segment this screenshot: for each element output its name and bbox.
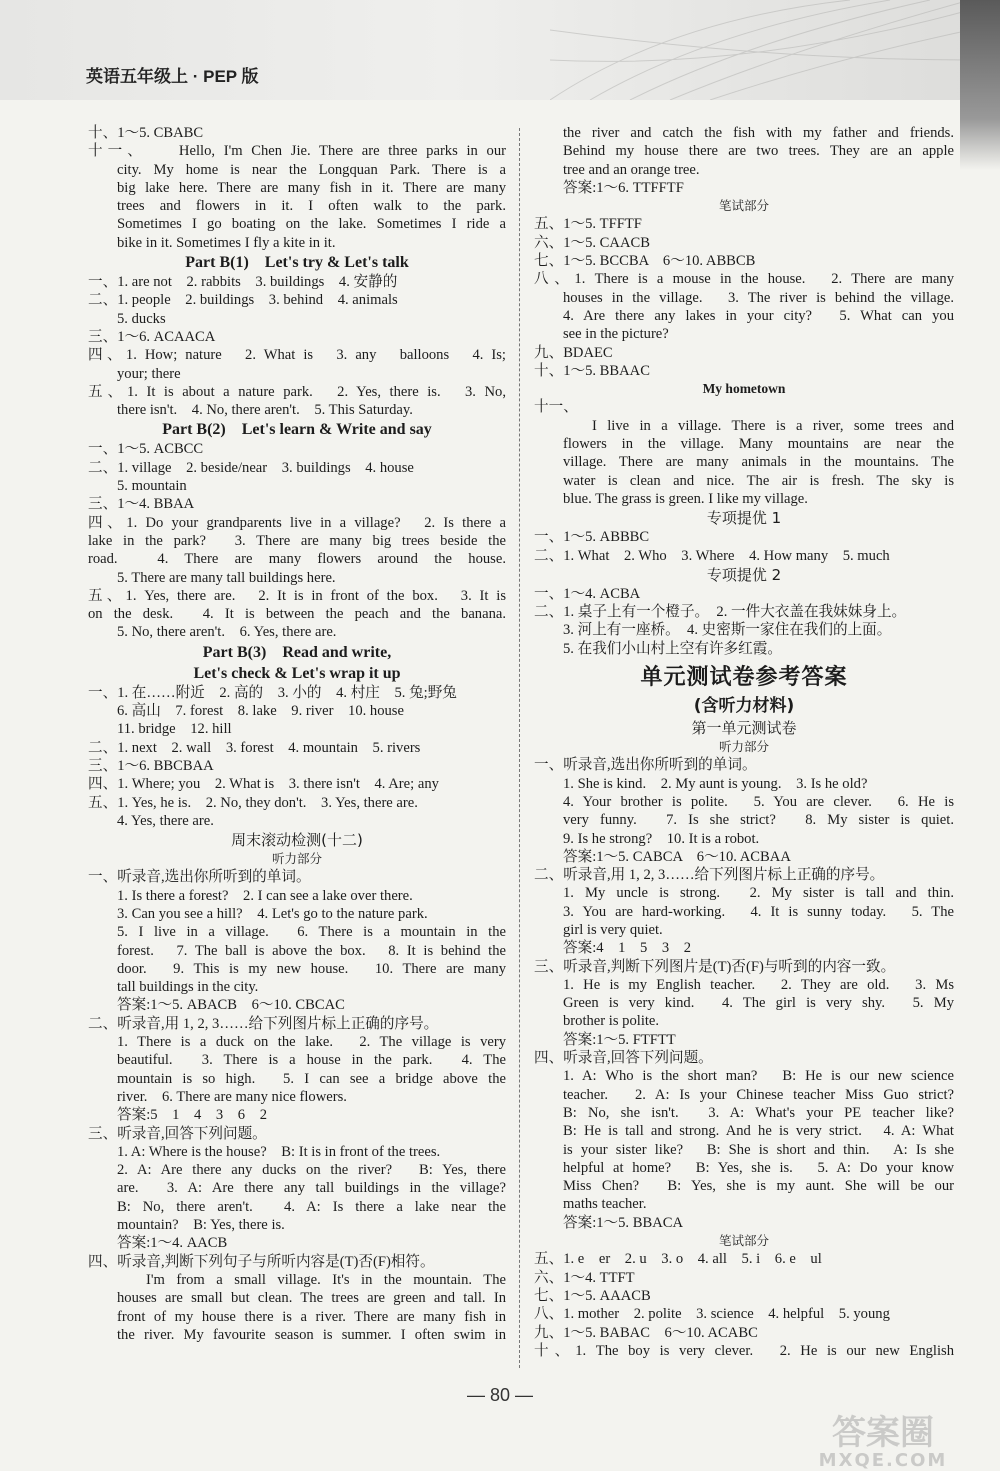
answer-line: 答案:1～5. ABACB 6～10. CBCAC	[117, 997, 345, 1014]
answer-line: B: He is tall and strong. And he is very strict. 4. A: What	[563, 1123, 954, 1140]
answer-line: there isn't. 4. No, there aren't. 5. This Saturday.	[117, 402, 413, 419]
section-heading: Part B(3) Read and write,	[202, 643, 392, 661]
answer-line: 一、听录音,选出你所听到的单词。	[88, 869, 311, 886]
section-heading: Part B(2) Let's learn & Write and say	[162, 421, 432, 439]
section-heading: (含听力材料)	[693, 696, 795, 717]
answer-line: mountain? B: Yes, there is.	[117, 1217, 285, 1234]
answer-line: 八、1. There is a mouse in the house. 2. There are many	[534, 271, 954, 288]
answer-line: big lake here. There are many fish in it. There are many	[117, 179, 506, 196]
answer-line: 一、1. are not 2. rabbits 3. buildings 4. 安静的	[88, 274, 398, 291]
answer-line: 4. Yes, there are.	[117, 812, 214, 829]
answer-line: 七、1～5. AAACB	[534, 1287, 651, 1304]
answer-line: 二、1. What 2. Who 3. Where 4. How many 5. much	[534, 547, 890, 564]
answer-line: 答案:1～6. TTFFTF	[563, 179, 684, 196]
answer-line: front of my house there is a river. There are many fish in	[117, 1308, 506, 1325]
answer-line: lake in the park? 3. There are many big trees beside the	[88, 532, 506, 549]
answer-line: water is clean and nice. The air is fresh. The sky is	[563, 472, 954, 489]
answer-line: 十一、 Hello, I'm Chen Jie. There are three parks in our	[88, 143, 506, 160]
answer-line: 5. 在我们小山村上空有许多红霞。	[563, 640, 782, 657]
section-heading: 专项提优 2	[706, 565, 782, 584]
answer-line: 三、1～6. BBCBAA	[88, 757, 214, 774]
answer-line: are. 3. A: Are there any tall buildings in the village?	[117, 1180, 506, 1197]
answer-line: 一、1～4. ACBA	[534, 585, 641, 602]
answer-line: 九、BDAEC	[534, 344, 613, 361]
answer-line: 四、1. How; nature 2. What is 3. any balloons 4. Is;	[88, 347, 506, 364]
answer-line: 答案:1～5. CABCA 6～10. ACBAA	[563, 848, 791, 865]
answer-line: 十、1～5. CBABC	[88, 125, 204, 141]
header-pattern-icon	[550, 0, 970, 100]
answer-line: helpful at home? B: Yes, she is. 5. A: Do your know	[563, 1159, 954, 1176]
answer-line: 9. Is he strong? 10. It is a robot.	[563, 830, 760, 847]
answer-line: 五、1. Yes, there are. 2. It is in front of the box. 3. It is	[88, 587, 506, 604]
watermark-title: 答案圈	[832, 1413, 934, 1453]
answer-line: river. 6. There are many nice flowers.	[117, 1088, 347, 1105]
answer-line: 六、1～4. TTFT	[534, 1269, 635, 1286]
answer-line: 答案:1～5. FTFTT	[563, 1031, 676, 1048]
answer-line: 答案:1～4. AACB	[117, 1235, 228, 1252]
answer-line: I live in a village. There is a river, some trees and	[592, 417, 954, 434]
answer-line: door. 9. This is my new house. 10. There are many	[117, 960, 506, 977]
section-heading: 听力部分	[718, 739, 769, 755]
section-heading: 第一单元测试卷	[691, 719, 797, 738]
answer-line: brother is polite.	[563, 1013, 660, 1030]
answer-line: 五、1～5. TFFTF	[534, 216, 642, 233]
answer-line: I'm from a small village. It's in the mountain. The	[146, 1271, 506, 1288]
answer-line: 五、1. It is about a nature park. 2. Yes, there is. 3. No,	[88, 383, 506, 400]
answer-line: houses in the village. 3. The river is behind the village.	[563, 289, 954, 306]
answer-line: girl is very quiet.	[563, 921, 663, 938]
answer-line: 五、1. Yes, he is. 2. No, they don't. 3. Yes, there are.	[88, 794, 418, 811]
answer-line: 6. 高山 7. forest 8. lake 9. river 10. house	[117, 703, 404, 720]
answer-line: 三、听录音,判断下列图片是(T)否(F)与听到的内容一致。	[534, 958, 896, 975]
answer-line: 六、1～5. CAACB	[534, 234, 650, 251]
answer-line: 五、1. e er 2. u 3. o 4. all 5. i 6. e ul	[534, 1251, 822, 1268]
answer-line: 八、1. mother 2. polite 3. science 4. helpful 5. young	[534, 1306, 890, 1323]
answer-line: mountain is so high. 5. I can see a bridge above the	[117, 1070, 506, 1087]
answer-line: very funny. 7. Is she strict? 8. My sister is quiet.	[563, 812, 954, 829]
section-heading: 笔试部分	[718, 198, 769, 214]
section-heading: Part B(1) Let's try & Let's talk	[185, 254, 409, 272]
answer-line: the river and catch the fish with my father and friends.	[563, 125, 954, 141]
answer-line: 1. He is my English teacher. 2. They are old. 3. Ms	[563, 976, 954, 993]
answer-line: village. There are many animals in the mountains. The	[563, 454, 954, 471]
answer-line: 3. You are hard-working. 4. It is sunny today. 5. The	[563, 903, 954, 920]
answer-line: Green is very kind. 4. The girl is very shy. 5. My	[563, 995, 954, 1012]
answer-line: the river. My favourite season is summer. I often swim in	[117, 1326, 506, 1343]
answer-line: 二、1. next 2. wall 3. forest 4. mountain 5. rivers	[88, 739, 421, 756]
answer-line: city. My home is near the Longquan Park. There is a	[117, 161, 506, 178]
answer-line: 十、1～5. BBAAC	[534, 362, 650, 379]
answer-line: tree and an orange tree.	[563, 161, 700, 178]
answer-line: 5. I live in a village. 6. There is a mountain in the	[117, 924, 506, 941]
section-heading: My hometown	[702, 381, 786, 397]
answer-line: 三、听录音,回答下列问题。	[88, 1125, 267, 1142]
answer-line: tall buildings in the city.	[117, 979, 259, 996]
answer-line: 一、1～5. ACBCC	[88, 441, 204, 458]
answer-line: teacher. 2. A: Is your Chinese teacher Miss Guo strict?	[563, 1086, 954, 1103]
section-heading: 笔试部分	[718, 1233, 769, 1249]
column-divider	[519, 128, 520, 1368]
answer-line: maths teacher.	[563, 1196, 647, 1213]
answer-line: 2. A: Are there any ducks on the river? B: Yes, there	[117, 1162, 506, 1179]
answer-line: 三、1～4. BBAA	[88, 496, 195, 513]
answer-line: 1. Is there a forest? 2. I can see a lake over there.	[117, 887, 413, 904]
section-heading: 听力部分	[271, 851, 322, 867]
page-edge-shadow	[960, 0, 1000, 170]
answer-line: B: No, she isn't. 3. A: What's your PE teacher like?	[563, 1104, 954, 1121]
answer-line: beautiful. 3. There is a house in the park. 4. The	[117, 1052, 506, 1069]
answer-line: trees and flowers in it. I often walk to the park.	[117, 198, 506, 215]
answer-line: is your sister like? B: She is short and thin. A: Is she	[563, 1141, 954, 1158]
page-number: — 80 —	[466, 1385, 534, 1405]
answer-line: on the desk. 4. It is between the peach and the banana.	[88, 606, 506, 623]
answer-line: 二、听录音,用 1, 2, 3……给下列图片标上正确的序号。	[534, 867, 885, 884]
section-heading: 专项提优 1	[706, 509, 782, 528]
answer-line: Behind my house there are two trees. They are an apple	[563, 143, 954, 160]
book-title: 英语五年级上 · PEP 版	[86, 67, 259, 86]
answer-line: 1. A: Who is the short man? B: He is our new science	[563, 1068, 954, 1085]
answer-line: 答案:4 1 5 3 2	[563, 940, 692, 957]
answer-line: Sometimes I go boating on the lake. Sometimes I ride a	[117, 216, 506, 233]
answer-line: forest. 7. The ball is above the box. 8. It is behind the	[117, 942, 506, 959]
answer-line: 二、1. people 2. buildings 3. behind 4. animals	[88, 292, 398, 309]
answer-line: 5. mountain	[117, 478, 187, 495]
answer-line: 十一、	[534, 399, 578, 416]
answer-line: 十、1. The boy is very clever. 2. He is our new English	[534, 1342, 954, 1359]
answer-line: 3. 河上有一座桥。 4. 史密斯一家住在我们的上面。	[563, 622, 892, 639]
answer-line: 4. Are there any lakes in your city? 5. What can you	[563, 307, 954, 324]
answer-line: 四、1. Where; you 2. What is 3. there isn't 4. Are; any	[88, 776, 439, 793]
answer-line: 1. There is a duck on the lake. 2. The village is very	[117, 1034, 506, 1051]
answer-line: your; there	[117, 365, 181, 382]
section-heading: 周末滚动检测(十二)	[231, 831, 363, 850]
right-column	[534, 124, 954, 1360]
answer-line: 二、1. 桌子上有一个橙子。 2. 一件大衣盖在我妹妹身上。	[534, 604, 907, 621]
answer-line: 5. No, there aren't. 6. Yes, there are.	[117, 624, 337, 641]
answer-line: 5. ducks	[117, 310, 166, 327]
left-column	[88, 124, 506, 1344]
answer-line: 四、1. Do your grandparents live in a village? 2. Is there a	[88, 514, 506, 531]
answer-line: blue. The grass is green. I like my village.	[563, 490, 808, 507]
answer-line: 3. Can you see a hill? 4. Let's go to the nature park.	[117, 905, 428, 922]
answer-line: 答案:1～5. BBACA	[563, 1214, 684, 1231]
page-header	[0, 0, 1000, 100]
answer-line: 4. Your brother is polite. 5. You are clever. 6. He is	[563, 793, 954, 810]
answer-line: Miss Chen? B: Yes, she is my aunt. She will be our	[563, 1178, 954, 1195]
answer-line: 七、1～5. BCCBA 6～10. ABBCB	[534, 253, 756, 270]
answer-line: 一、1～5. ABBBC	[534, 529, 650, 546]
answer-line: 1. A: Where is the house? B: It is in front of the trees.	[117, 1143, 441, 1160]
answer-line: 1. My uncle is strong. 2. My sister is tall and thin.	[563, 885, 954, 902]
answer-line: 5. There are many tall buildings here.	[117, 569, 336, 586]
answer-line: 1. She is kind. 2. My aunt is young. 3. Is he old?	[563, 775, 868, 792]
answer-line: 三、1～6. ACAACA	[88, 328, 216, 345]
answer-line: bike in it. Sometimes I fly a kite in it.	[117, 234, 336, 251]
answer-line: B: No, there aren't. 4. A: Is there a lake near the	[117, 1198, 506, 1215]
answer-line: 九、1～5. BABAC 6～10. ACABC	[534, 1324, 758, 1341]
answer-line: 二、听录音,用 1, 2, 3……给下列图片标上正确的序号。	[88, 1015, 439, 1032]
answer-line: 一、1. 在……附近 2. 高的 3. 小的 4. 村庄 5. 兔;野兔	[88, 684, 457, 701]
answer-line: 四、听录音,判断下列句子与所听内容是(T)否(F)相符。	[88, 1253, 435, 1270]
answer-line: houses are small but clean. The trees are green and tall. In	[117, 1290, 506, 1307]
answer-line: 11. bridge 12. hill	[117, 721, 232, 738]
section-heading: Let's check & Let's wrap it up	[193, 664, 401, 682]
answer-line: 一、听录音,选出你所听到的单词。	[534, 757, 757, 774]
answer-line: see in the picture?	[563, 326, 669, 343]
answer-line: flowers in the village. Many mountains are near the	[563, 436, 954, 453]
watermark-logo-icon	[781, 1408, 986, 1470]
answer-line: 答案:5 1 4 3 6 2	[117, 1107, 267, 1124]
section-heading: 单元测试卷参考答案	[640, 665, 848, 691]
watermark-url: MXQE.COM	[818, 1450, 948, 1470]
answer-line: 二、1. village 2. beside/near 3. buildings 4. house	[88, 459, 414, 476]
answer-line: road. 4. There are many flowers around the house.	[88, 551, 506, 568]
answer-line: 四、听录音,回答下列问题。	[534, 1050, 713, 1067]
